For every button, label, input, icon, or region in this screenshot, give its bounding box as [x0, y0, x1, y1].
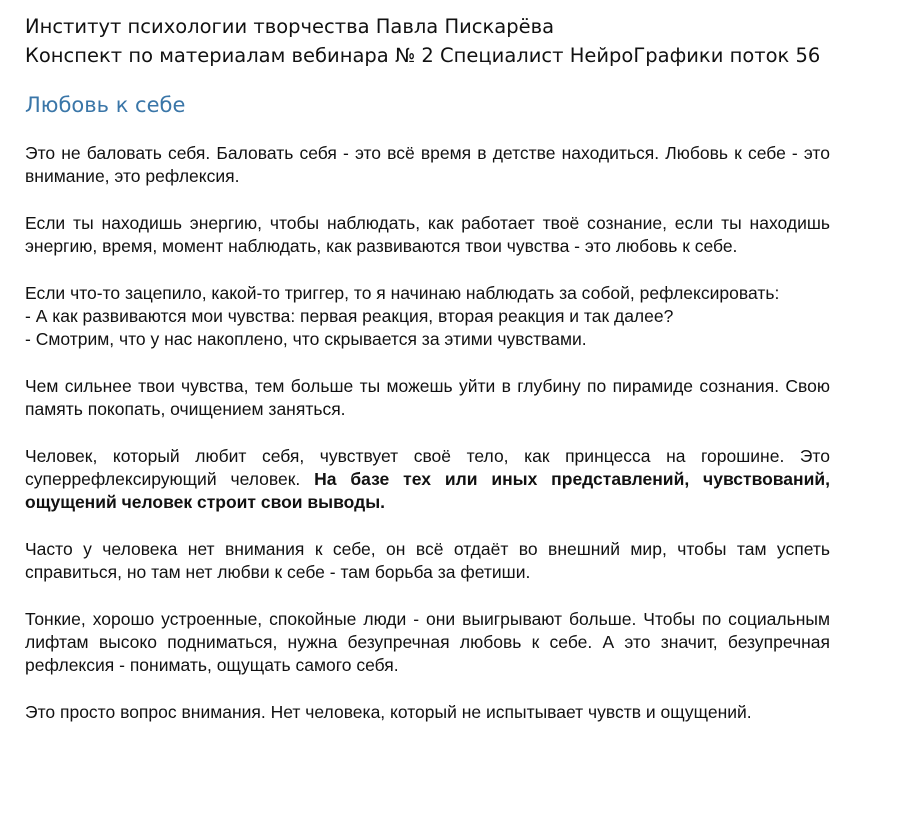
- paragraph: Чем сильнее твои чувства, тем больше ты можешь уйти в глубину по пирамиде сознания. Свою память покопать, очищением заняться.: [25, 376, 830, 419]
- paragraph: Тонкие, хорошо устроенные, спокойные люди - они выигрывают больше. Чтобы по социальным лифтам высоко подниматься, нужна безупречная любовь к себе. А это значит, безупречная рефлексия - понимать, ощущать самого себя.: [25, 609, 830, 675]
- list-item: - Смотрим, что у нас накоплено, что скрывается за этими чувствами.: [25, 329, 587, 349]
- paragraph: Это не баловать себя. Баловать себя - это всё время в детстве находиться. Любовь к себе - это внимание, это рефлексия.: [25, 143, 830, 186]
- document-subtitle: Конспект по материалам вебинара № 2 Специалист НейроГрафики поток 56: [25, 44, 821, 67]
- paragraph: Часто у человека нет внимания к себе, он всё отдаёт во внешний мир, чтобы там успеть справиться, но там нет любви к себе - там борьба за фетиши.: [25, 539, 830, 582]
- section-title: Любовь к себе: [25, 93, 186, 117]
- paragraph: Это просто вопрос внимания. Нет человека, который не испытывает чувств и ощущений.: [25, 702, 752, 722]
- list-item: - А как развиваются мои чувства: первая реакция, вторая реакция и так далее?: [25, 306, 674, 326]
- document-body: [25, 142, 830, 724]
- paragraph-lead: Если что-то зацепило, какой-то триггер, то я начинаю наблюдать за собой, рефлексировать:: [25, 283, 780, 303]
- bold-emphasis: На базе тех или иных представлений, чувствований, ощущений человек строит свои выводы.: [25, 469, 830, 512]
- paragraph-with-emphasis: [25, 445, 830, 514]
- paragraph-text: Человек, который любит себя, чувствует своё тело, как принцесса на горошине. Это суперрефлексирующий человек.: [25, 446, 830, 489]
- paragraph-with-list: [25, 282, 830, 351]
- document-page: [25, 12, 830, 748]
- paragraph: Если ты находишь энергию, чтобы наблюдать, как работает твоё сознание, если ты находишь энергию, время, момент наблюдать, как развиваются твои чувства - это любовь к себе.: [25, 213, 830, 256]
- institute-title: Институт психологии творчества Павла Пискарёва: [25, 15, 555, 38]
